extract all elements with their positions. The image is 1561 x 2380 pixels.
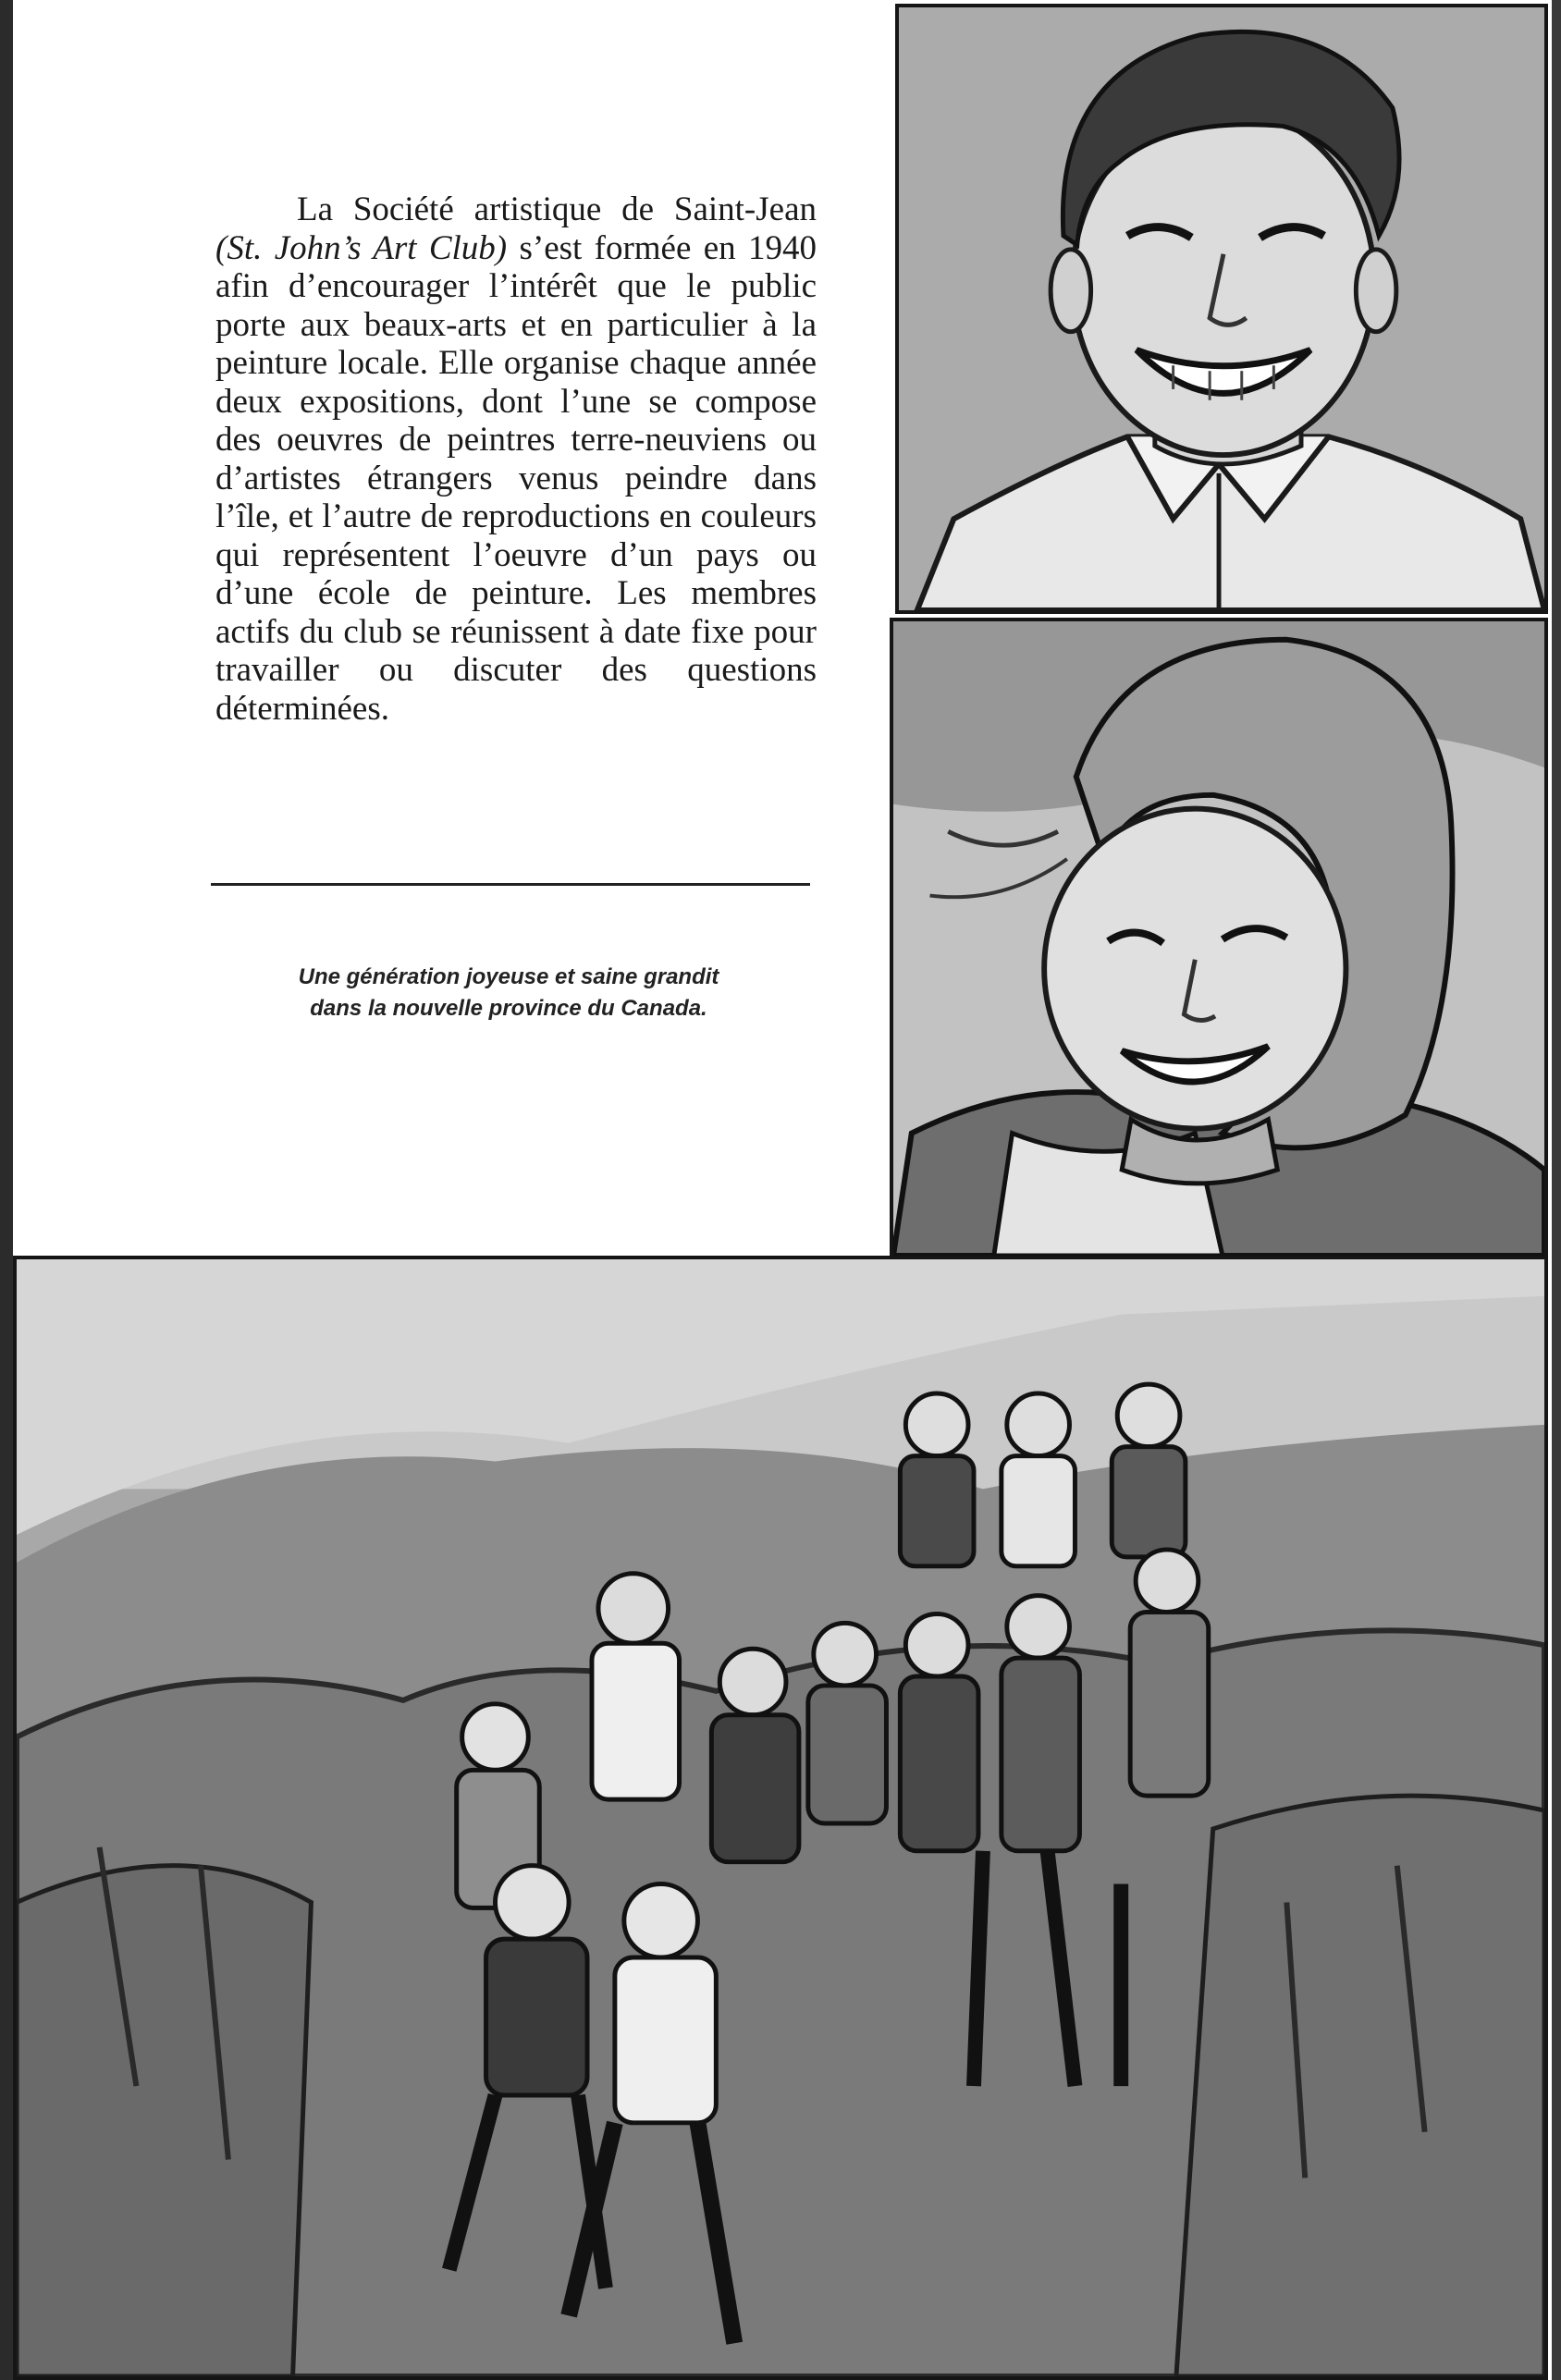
caption-divider [211,883,810,886]
club-name-italic: (St. John’s Art Club) [215,228,508,267]
caption-line-2: dans la nouvelle province du Canada. [310,996,707,1021]
photo-children-group [13,1256,1548,2380]
children-group-image [17,1259,1544,2376]
photo-caption [222,962,795,1024]
caption-line-1: Une génération joyeuse et saine grandit [298,964,719,989]
photo-girl-portrait [890,618,1548,1259]
scan-edge-left [0,0,13,2380]
photo-boy-portrait [895,4,1548,614]
article-paragraph [215,190,817,728]
article-body [215,190,817,728]
article-text-rest: s’est formée en 1940 afin d’encourager l’intérêt que le public porte aux beaux-arts et en particulier à la peinture locale. Elle organise chaque année deux expositions, dont l’une se compose des oeuvres de peintres terre-neuviens ou d’artistes étrangers venus peindre dans l’île, et l’autre de reproductions en couleurs qui représentent l’oeuvre d’un pays ou d’une école de peinture. Les membres actifs du club se réunissent à date fixe pour travailler ou discuter des questions déterminées. [215,228,817,728]
scan-edge-right [1552,0,1561,2380]
girl-portrait-image [893,621,1544,1256]
article-text-start: La Société artistique de Saint-Jean [297,190,817,228]
boy-portrait-image [899,7,1544,610]
